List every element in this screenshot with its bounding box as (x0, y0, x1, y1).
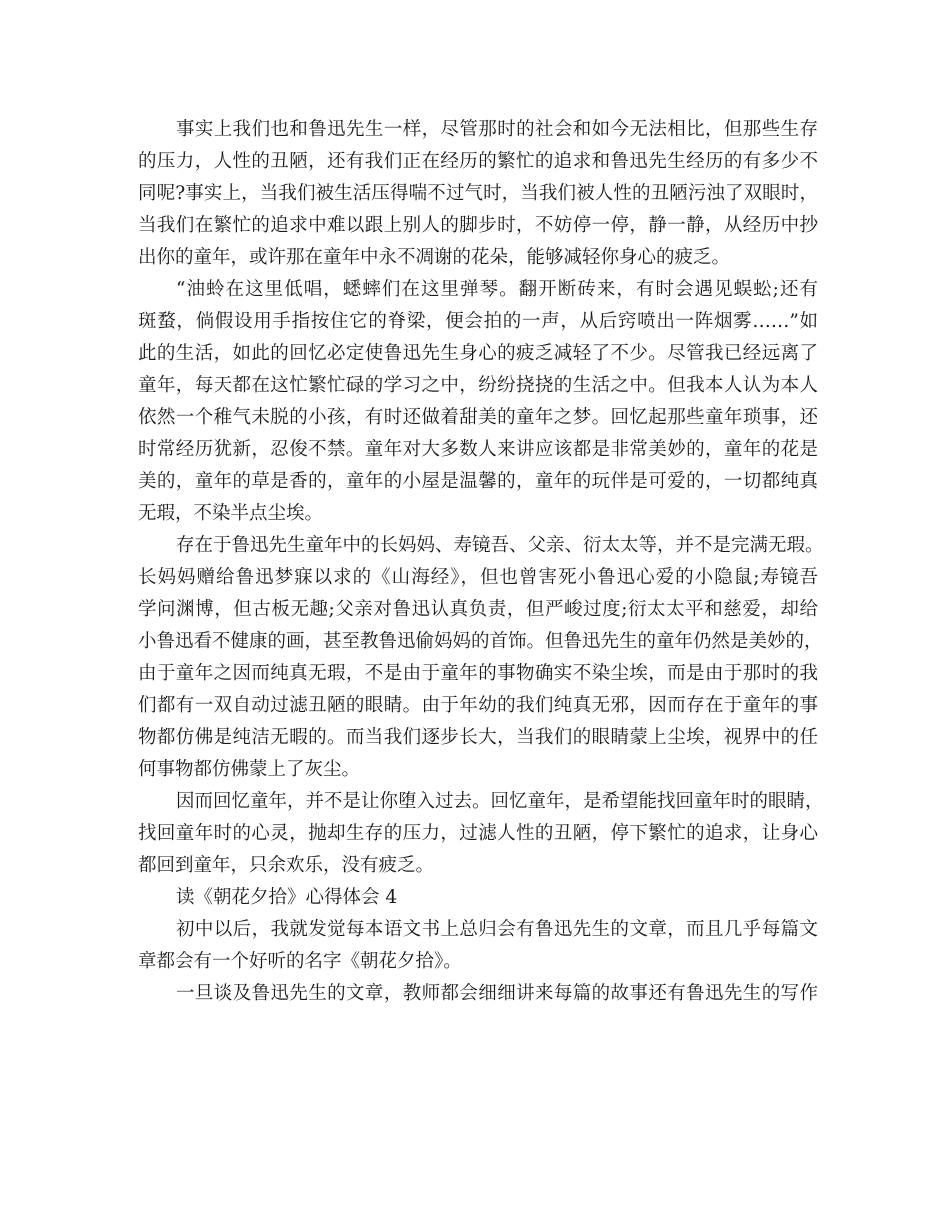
paragraph-line: 找回童年时的心灵，抛却生存的压力，过滤人性的丑陋，停下繁忙的追求，让身心 (138, 823, 818, 844)
paragraph-line: 时常经历犹新，忍俊不禁。童年对大多数人来讲应该都是非常美妙的，童年的花是 (138, 439, 818, 460)
paragraph-line: 存在于鲁迅先生童年中的长妈妈、寿镜吾、父亲、衍太太等，并不是完满无瑕。 (176, 535, 824, 556)
paragraph-line: 斑蝥，倘假设用手指按住它的脊梁，便会拍的一声，从后窍喷出一阵烟雾……”如 (138, 311, 818, 332)
paragraph-line: 长妈妈赠给鲁迅梦寐以求的《山海经》，但也曾害死小鲁迅心爱的小隐鼠;寿镜吾 (138, 567, 818, 588)
paragraph-line: 出你的童年，或许那在童年中永不凋谢的花朵，能够减轻你身心的疲乏。 (138, 247, 731, 268)
paragraph-line: 童年，每天都在这忙繁忙碌的学习之中，纷纷挠挠的生活之中。但我本人认为本人 (138, 375, 818, 396)
paragraph-line: 同呢?事实上，当我们被生活压得喘不过气时，当我们被人性的丑陋污浊了双眼时， (138, 183, 818, 204)
section-heading: 读《朝花夕拾》心得体会 4 (176, 887, 398, 908)
paragraph-line: 事实上我们也和鲁迅先生一样，尽管那时的社会和如今无法相比，但那些生存 (176, 119, 818, 140)
paragraph-line: 章都会有一个好听的名字《朝花夕拾》。 (138, 951, 462, 972)
paragraph-line: 的压力，人性的丑陋，还有我们正在经历的繁忙的追求和鲁迅先生经历的有多少不 (138, 151, 818, 172)
paragraph-line: 初中以后，我就发觉每本语文书上总归会有鲁迅先生的文章，而且几乎每篇文 (176, 919, 818, 940)
paragraph-line: 小鲁迅看不健康的画，甚至教鲁迅偷妈妈的首饰。但鲁迅先生的童年仍然是美妙的， (138, 631, 823, 652)
paragraph-line: 学问渊博，但古板无趣;父亲对鲁迅认真负责，但严峻过度;衍太太平和慈爱，却给 (138, 599, 818, 620)
paragraph-line: 此的生活，如此的回忆必定使鲁迅先生身心的疲乏减轻了不少。尽管我已经远离了 (138, 343, 818, 364)
paragraph-line: 何事物都仿佛蒙上了灰尘。 (138, 759, 361, 780)
paragraph-line: 物都仿佛是纯洁无暇的。而当我们逐步长大，当我们的眼睛蒙上尘埃，视界中的任 (138, 727, 818, 748)
paragraph-line: 当我们在繁忙的追求中难以跟上别人的脚步时，不妨停一停，静一静，从经历中抄 (138, 215, 818, 236)
paragraph-line: 们都有一双自动过滤丑陋的眼睛。由于年幼的我们纯真无邪，因而存在于童年的事 (138, 695, 818, 716)
paragraph-line: 依然一个稚气未脱的小孩，有时还做着甜美的童年之梦。回忆起那些童年琐事，还 (138, 407, 818, 428)
paragraph-line: “油蛉在这里低唱，蟋蟀们在这里弹琴。翻开断砖来，有时会遇见蜈蚣;还有 (176, 279, 818, 300)
paragraph-line: 都回到童年，只余欢乐，没有疲乏。 (138, 855, 435, 876)
paragraph-line: 由于童年之因而纯真无瑕，不是由于童年的事物确实不染尘埃，而是由于那时的我 (138, 663, 818, 684)
article-body (138, 114, 824, 1010)
paragraph-line: 无瑕，不染半点尘埃。 (138, 503, 324, 524)
paragraph-line: 一旦谈及鲁迅先生的文章，教师都会细细讲来每篇的故事还有鲁迅先生的写作 (176, 983, 818, 1004)
paragraph-line: 美的，童年的草是香的，童年的小屋是温馨的，童年的玩伴是可爱的，一切都纯真 (138, 471, 818, 492)
paragraph-line: 因而回忆童年，并不是让你堕入过去。回忆童年，是希望能找回童年时的眼睛， (176, 791, 824, 812)
